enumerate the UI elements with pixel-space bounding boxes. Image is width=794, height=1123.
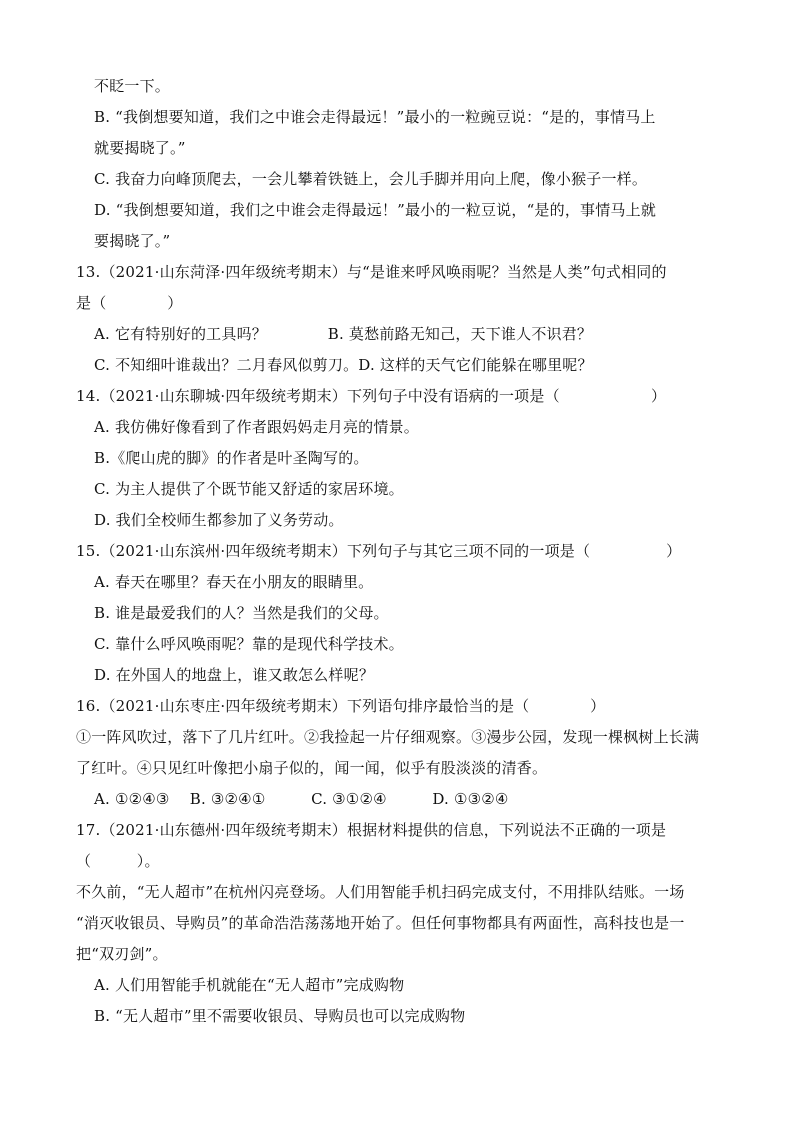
question-15-stem: 15.（2021·山东滨州·四年级统考期末）下列句子与其它三项不同的一项是（ ） (76, 542, 682, 560)
question-14-option-b: B.《爬山虎的脚》的作者是叶圣陶写的。 (94, 449, 369, 467)
question-13-stem: 13.（2021·山东菏泽·四年级统考期末）与“是谁来呼风唤雨呢？当然是人类”句式相同的 (76, 263, 667, 281)
question-15-option-a: A. 春天在哪里？春天在小朋友的眼睛里。 (94, 573, 374, 591)
question-13-options-cd: C. 不知细叶谁裁出？二月春风似剪刀。D. 这样的天气它们能躲在哪里呢？ (94, 356, 593, 374)
question-13-stem-cont: 是（ ） (76, 294, 183, 312)
question-14-option-a: A. 我仿佛好像看到了作者跟妈妈走月亮的情景。 (94, 418, 419, 436)
question-17-material: 不久前，“无人超市”在杭州闪亮登场。人们用智能手机扫码完成支付，不用排队结账。一场 (76, 883, 685, 901)
question-17-option-b: B. “无人超市”里不需要收银员、导购员也可以完成购物 (94, 1007, 466, 1025)
option-d-line: D. “我倒想要知道，我们之中谁会走得最远！”最小的一粒豆说，“是的，事情马上就 (94, 201, 657, 219)
question-15-option-d: D. 在外国人的地盘上，谁又敢怎么样呢？ (94, 666, 375, 684)
question-14-option-d: D. 我们全校师生都参加了义务劳动。 (94, 511, 344, 529)
text-line: 要揭晓了。” (94, 232, 171, 250)
question-17-option-a: A. 人们用智能手机就能在“无人超市”完成购物 (94, 976, 405, 994)
question-16-passage: ①一阵风吹过，落下了几片红叶。②我捡起一片仔细观察。③漫步公园，发现一棵枫树上长满 (76, 728, 700, 746)
question-16-options: A. ①②④③ B. ③②④① C. ③①②④ D. ①③②④ (94, 790, 509, 808)
text-line: 不眨一下。 (94, 77, 171, 95)
question-16-passage-cont: 了红叶。④只见红叶像把小扇子似的，闻一闻，似乎有股淡淡的清香。 (76, 759, 548, 777)
option-c-line: C. 我奋力向峰顶爬去，一会儿攀着铁链上，会儿手脚并用向上爬，像小猴子一样。 (94, 170, 648, 188)
question-17-stem-cont: （ ）。 (76, 852, 160, 870)
question-13-options-ab: A. 它有特别好的工具吗？ B. 莫愁前路无知己，天下谁人不识君？ (94, 325, 593, 343)
question-14-stem: 14.（2021·山东聊城·四年级统考期末）下列句子中没有语病的一项是（ ） (76, 387, 667, 405)
question-17-stem: 17.（2021·山东德州·四年级统考期末）根据材料提供的信息，下列说法不正确的一项是 (76, 821, 667, 839)
question-16-stem: 16.（2021·山东枣庄·四年级统考期末）下列语句排序最恰当的是（ ） (76, 697, 606, 715)
question-15-option-b: B. 谁是最爱我们的人？当然是我们的父母。 (94, 604, 389, 622)
question-14-option-c: C. 为主人提供了个既节能又舒适的家居环境。 (94, 480, 404, 498)
question-17-material-cont: “消灭收银员、导购员”的革命浩浩荡荡地开始了。但任何事物都具有两面性，高科技也是一 (76, 914, 685, 932)
text-line: 就要揭晓了。” (94, 139, 186, 157)
option-b-line: B. “我倒想要知道，我们之中谁会走得最远！”最小的一粒豌豆说：“是的，事情马上 (94, 108, 656, 126)
question-15-option-c: C. 靠什么呼风唤雨呢？靠的是现代科学技术。 (94, 635, 404, 653)
question-17-material-cont: 把“双刃剑”。 (76, 945, 168, 963)
